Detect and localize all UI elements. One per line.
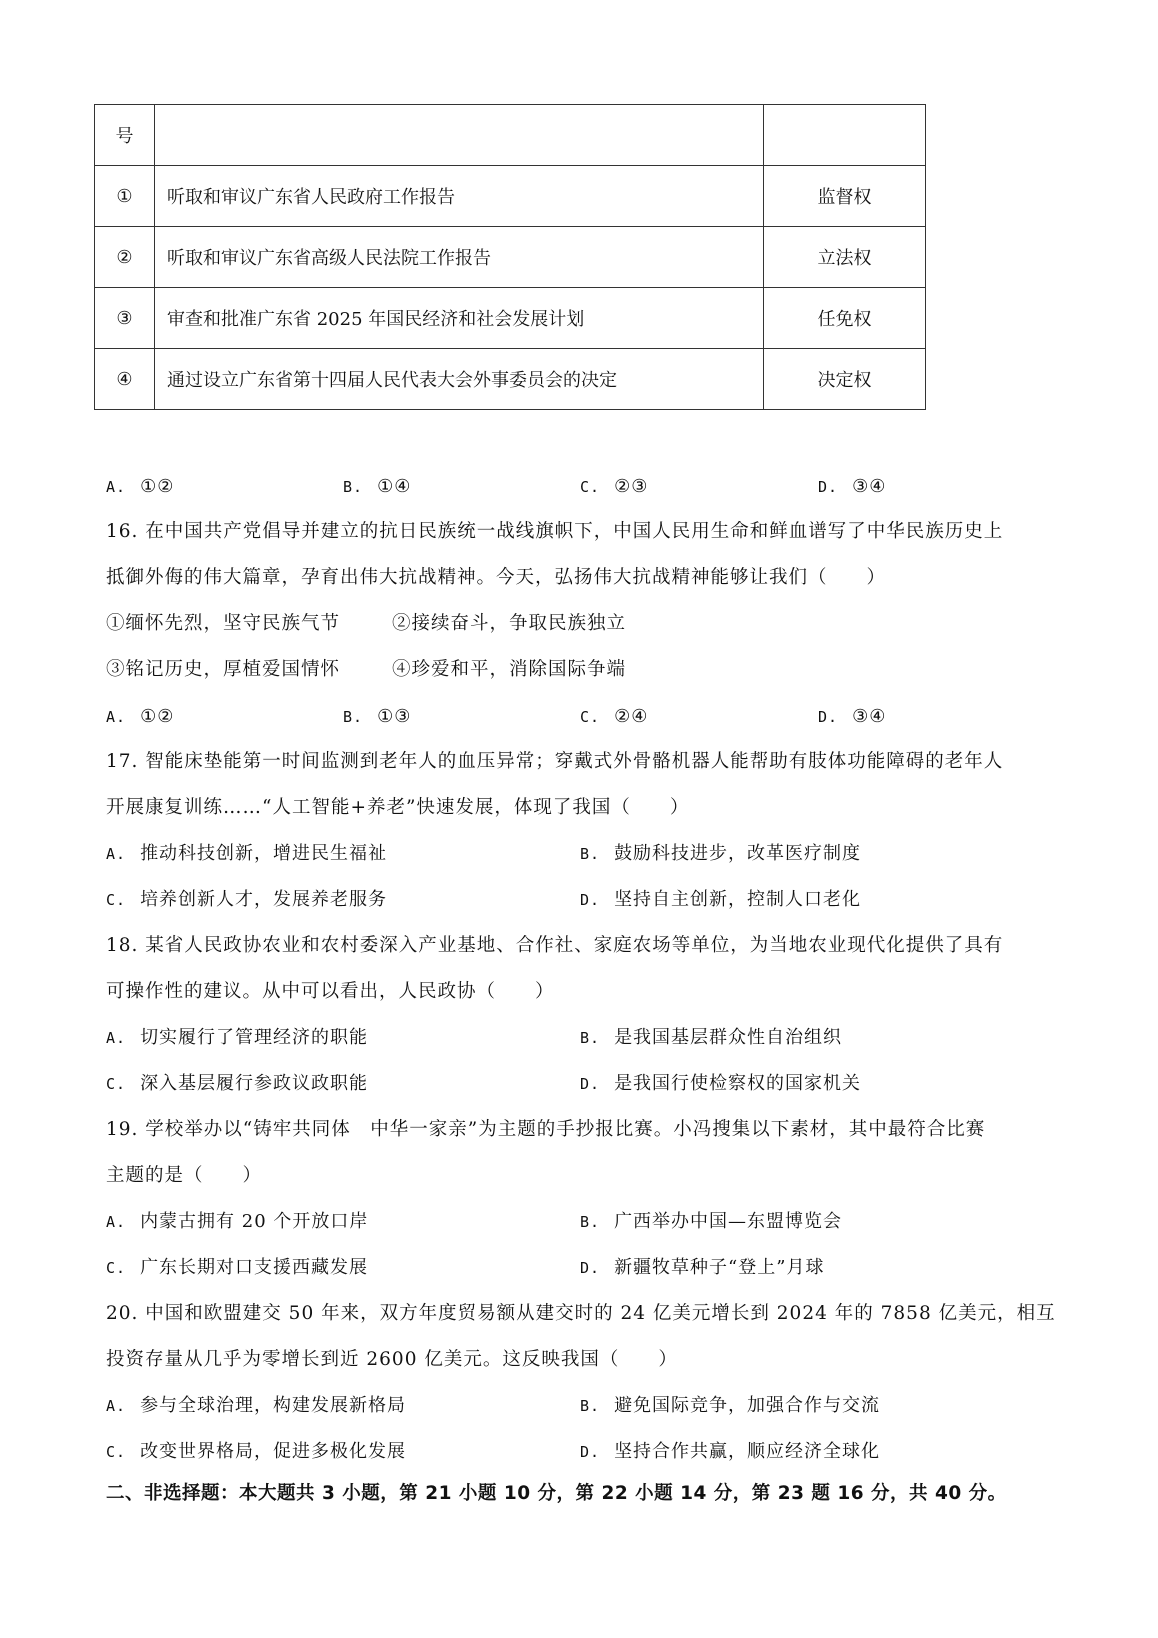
q20-option-d[interactable]: D. 坚持合作共赢，顺应经济全球化 [580,1441,881,1462]
section-2-heading: 二、非选择题：本大题共 3 小题，第 21 小题 10 分，第 22 小题 14 分，第 23 题 16 分，共 40 分。 [106,1483,1007,1504]
table-row [95,227,926,288]
q19-stem-line-1: 19. 学校举办以“铸牢共同体 中华一家亲”为主题的手抄报比赛。小冯搜集以下素材，其中最符合比赛 [106,1119,986,1140]
q20-option-c[interactable]: C. 改变世界格局，促进多极化发展 [106,1441,407,1462]
q18-stem-line-2: 可操作性的建议。从中可以看出，人民政协（ ） [106,981,555,1002]
table-cell: 通过设立广东省第十四届人民代表大会外事委员会的决定 [155,349,764,410]
q20-option-b[interactable]: B. 避免国际竞争，加强合作与交流 [580,1395,881,1416]
table-cell: 立法权 [764,227,926,288]
table-cell [155,105,764,166]
q16-stem-line-1: 16. 在中国共产党倡导并建立的抗日民族统一战线旗帜下，中国人民用生命和鲜血谱写了中华民族历史上 [106,521,1004,542]
table-row [95,288,926,349]
q19-option-d[interactable]: D. 新疆牧草种子“登上”月球 [580,1257,825,1278]
table-cell: 听取和审议广东省人民政府工作报告 [155,166,764,227]
table-cell: ① [95,166,155,227]
q17-option-b[interactable]: B. 鼓励科技进步，改革医疗制度 [580,843,862,864]
q19-option-a[interactable]: A. 内蒙古拥有 20 个开放口岸 [106,1211,369,1232]
q16-item-2: ②接续奋斗，争取民族独立 [392,613,627,634]
q17-stem-line-2: 开展康复训练……“人工智能+养老”快速发展，体现了我国（ ） [106,797,690,818]
q18-stem-line-1: 18. 某省人民政协农业和农村委深入产业基地、合作社、家庭农场等单位，为当地农业现代化提供了具有 [106,935,1004,956]
q15-option-d[interactable]: D. ③④ [818,476,887,497]
q16-item-1: ①缅怀先烈，坚守民族气节 [106,613,341,634]
q16-option-b[interactable]: B. ①③ [343,706,412,727]
table-cell: 监督权 [764,166,926,227]
q17-option-c[interactable]: C. 培养创新人才，发展养老服务 [106,889,388,910]
q20-stem-line-2: 投资存量从几乎为零增长到近 2600 亿美元。这反映我国（ ） [106,1349,678,1370]
q19-option-c[interactable]: C. 广东长期对口支援西藏发展 [106,1257,369,1278]
q17-stem-line-1: 17. 智能床垫能第一时间监测到老年人的血压异常；穿戴式外骨骼机器人能帮助有肢体功能障碍的老年人 [106,751,1004,772]
table-header-row [95,105,926,166]
table-row [95,349,926,410]
q15-option-b[interactable]: B. ①④ [343,476,412,497]
table-cell: ④ [95,349,155,410]
table-cell: ② [95,227,155,288]
q16-option-a[interactable]: A. ①② [106,706,175,727]
q20-option-a[interactable]: A. 参与全球治理，构建发展新格局 [106,1395,407,1416]
q18-option-a[interactable]: A. 切实履行了管理经济的职能 [106,1027,369,1048]
table-row [95,166,926,227]
table-cell: 号 [95,105,155,166]
q18-option-c[interactable]: C. 深入基层履行参政议政职能 [106,1073,369,1094]
q17-option-a[interactable]: A. 推动科技创新，增进民生福祉 [106,843,388,864]
table-cell: 任免权 [764,288,926,349]
table-cell: 决定权 [764,349,926,410]
q19-stem-line-2: 主题的是（ ） [106,1165,263,1186]
q16-stem-line-2: 抵御外侮的伟大篇章，孕育出伟大抗战精神。今天，弘扬伟大抗战精神能够让我们（ ） [106,567,887,588]
table-cell [764,105,926,166]
q16-option-c[interactable]: C. ②④ [580,706,649,727]
q17-option-d[interactable]: D. 坚持自主创新，控制人口老化 [580,889,862,910]
q18-option-b[interactable]: B. 是我国基层群众性自治组织 [580,1027,843,1048]
table-cell: 审查和批准广东省 2025 年国民经济和社会发展计划 [155,288,764,349]
q18-option-d[interactable]: D. 是我国行使检察权的国家机关 [580,1073,862,1094]
q16-item-4: ④珍爱和平，消除国际争端 [392,659,627,680]
q15-option-a[interactable]: A. ①② [106,476,175,497]
table-cell: ③ [95,288,155,349]
q15-option-c[interactable]: C. ②③ [580,476,649,497]
q16-item-3: ③铭记历史，厚植爱国情怀 [106,659,341,680]
q19-option-b[interactable]: B. 广西举办中国—东盟博览会 [580,1211,843,1232]
power-table [94,104,926,410]
table-cell: 听取和审议广东省高级人民法院工作报告 [155,227,764,288]
q20-stem-line-1: 20. 中国和欧盟建交 50 年来，双方年度贸易额从建交时的 24 亿美元增长到 2024 年的 7858 亿美元，相互 [106,1303,1056,1324]
q16-option-d[interactable]: D. ③④ [818,706,887,727]
